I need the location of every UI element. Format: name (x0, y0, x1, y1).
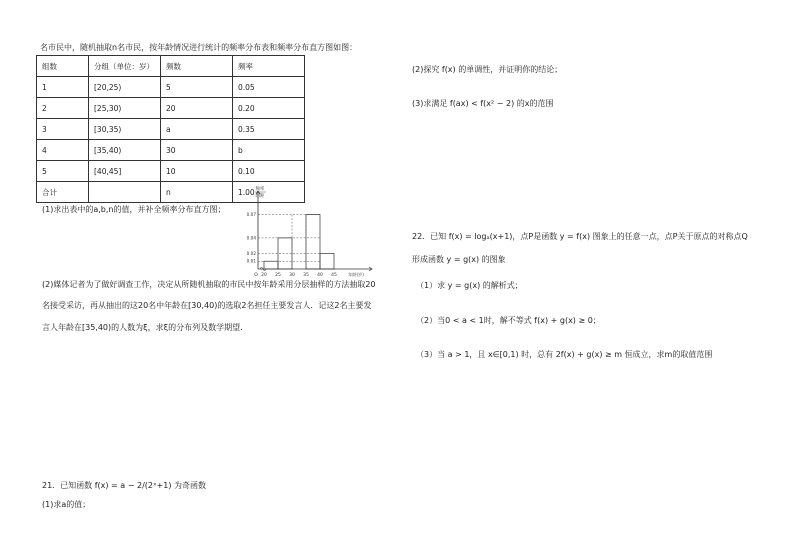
frequency-table (36, 55, 305, 203)
question-2-line-3: 言人年龄在[35,40)的人数为ξ，求ξ的分布列及数学期望． (42, 323, 249, 332)
table-header-cell: 频率 (233, 56, 305, 77)
table-cell: b (233, 140, 305, 161)
y-tick-label: 0.07 (246, 212, 256, 218)
question-21-part-3: (3)求满足 f(ax) < f(x² − 2) 的x的范围 (412, 99, 554, 108)
table-cell: 5 (161, 77, 233, 98)
table-row (37, 119, 305, 140)
question-22-part-2: （2）当0 < a < 1时，解不等式 f(x) + g(x) ≥ 0； (416, 316, 601, 325)
y-axis-label-top: 频率 (255, 187, 265, 192)
histogram-bar (320, 253, 334, 269)
table-cell: [35,40) (89, 140, 161, 161)
histogram-bar (306, 215, 320, 269)
x-tick-label: 40 (317, 273, 323, 278)
problem-intro: 名市民中，随机抽取n名市民，按年龄情况进行统计的频率分布表和频率分布直方图如图： (40, 43, 358, 52)
table-cell (89, 182, 161, 203)
question-22-line-2: 形成函数 y = g(x) 的图象 (412, 255, 506, 264)
table-row (37, 161, 305, 182)
table-header-row (37, 56, 305, 77)
table-row (37, 77, 305, 98)
table-row (37, 98, 305, 119)
table-cell: 合计 (37, 182, 89, 203)
table-cell: 0.20 (233, 98, 305, 119)
x-tick-label: 35 (303, 273, 309, 278)
question-21-part-2: (2)探究 f(x) 的单调性，并证明你的结论； (412, 65, 563, 74)
table-cell: 4 (37, 140, 89, 161)
table-header-cell: 组数 (37, 56, 89, 77)
table-cell: 5 (37, 161, 89, 182)
table-cell: [30,35) (89, 119, 161, 140)
x-tick-label: 45 (331, 273, 337, 278)
table-cell: 0.35 (233, 119, 305, 140)
table-cell: 20 (161, 98, 233, 119)
question-22-part-3: （3）当 a > 1，且 x∈[0,1) 时，总有 2f(x) + g(x) ≥ m 恒成立，求m的取值范围 (416, 350, 713, 359)
table-header-cell: 分组（单位：岁） (89, 56, 161, 77)
table-cell: [40,45] (89, 161, 161, 182)
y-tick-label: 0.02 (246, 250, 256, 256)
table-header-cell: 频数 (161, 56, 233, 77)
question-21-part-1: (1)求a的值； (42, 500, 91, 509)
question-22-part-1: （1）求 y = g(x) 的解析式； (416, 281, 523, 290)
question-22-line-1: 22．已知 f(x) = logₐ(x+1)，点P是函数 y = f(x) 图象上的任意一点，点P关于原点的对称点Q (412, 232, 748, 241)
x-tick-label: O (254, 273, 258, 278)
table-cell: 3 (37, 119, 89, 140)
table-cell: 1.00 (233, 182, 305, 203)
table-row (37, 140, 305, 161)
y-tick-label: 0.04 (246, 235, 256, 241)
x-axis-label: 年龄(岁) (348, 272, 364, 277)
table-cell: 0.10 (233, 161, 305, 182)
table-cell: [20,25) (89, 77, 161, 98)
table-cell: 2 (37, 98, 89, 119)
question-2-line-1: (2)媒体记者为了做好调查工作，决定从所随机抽取的市民中按年龄采用分层抽样的方法抽取20 (42, 280, 376, 289)
question-2-line-2: 名接受采访，再从抽出的这20名中年龄在[30,40)的选取2名担任主要发言人．记这2名主要发 (42, 301, 372, 310)
table-cell: a (161, 119, 233, 140)
table-cell: 1 (37, 77, 89, 98)
question-21-title: 21．已知函数 f(x) = a − 2/(2ˣ+1) 为奇函数 (42, 481, 206, 490)
x-tick-label: 25 (275, 273, 281, 278)
table-cell: 0.05 (233, 77, 305, 98)
table-cell: 30 (161, 140, 233, 161)
table-cell: n (161, 182, 233, 203)
x-tick-label: 30 (289, 273, 295, 278)
x-tick-label: 20 (261, 273, 267, 278)
y-axis-label-bottom: 组距 (255, 194, 265, 199)
frequency-histogram (238, 185, 378, 280)
table-cell: 10 (161, 161, 233, 182)
y-tick-label: 0.01 (246, 258, 256, 264)
table-cell: [25,30) (89, 98, 161, 119)
histogram-bar (264, 261, 278, 269)
question-1: (1)求出表中的a,b,n的值，并补全频率分布直方图； (42, 205, 226, 214)
